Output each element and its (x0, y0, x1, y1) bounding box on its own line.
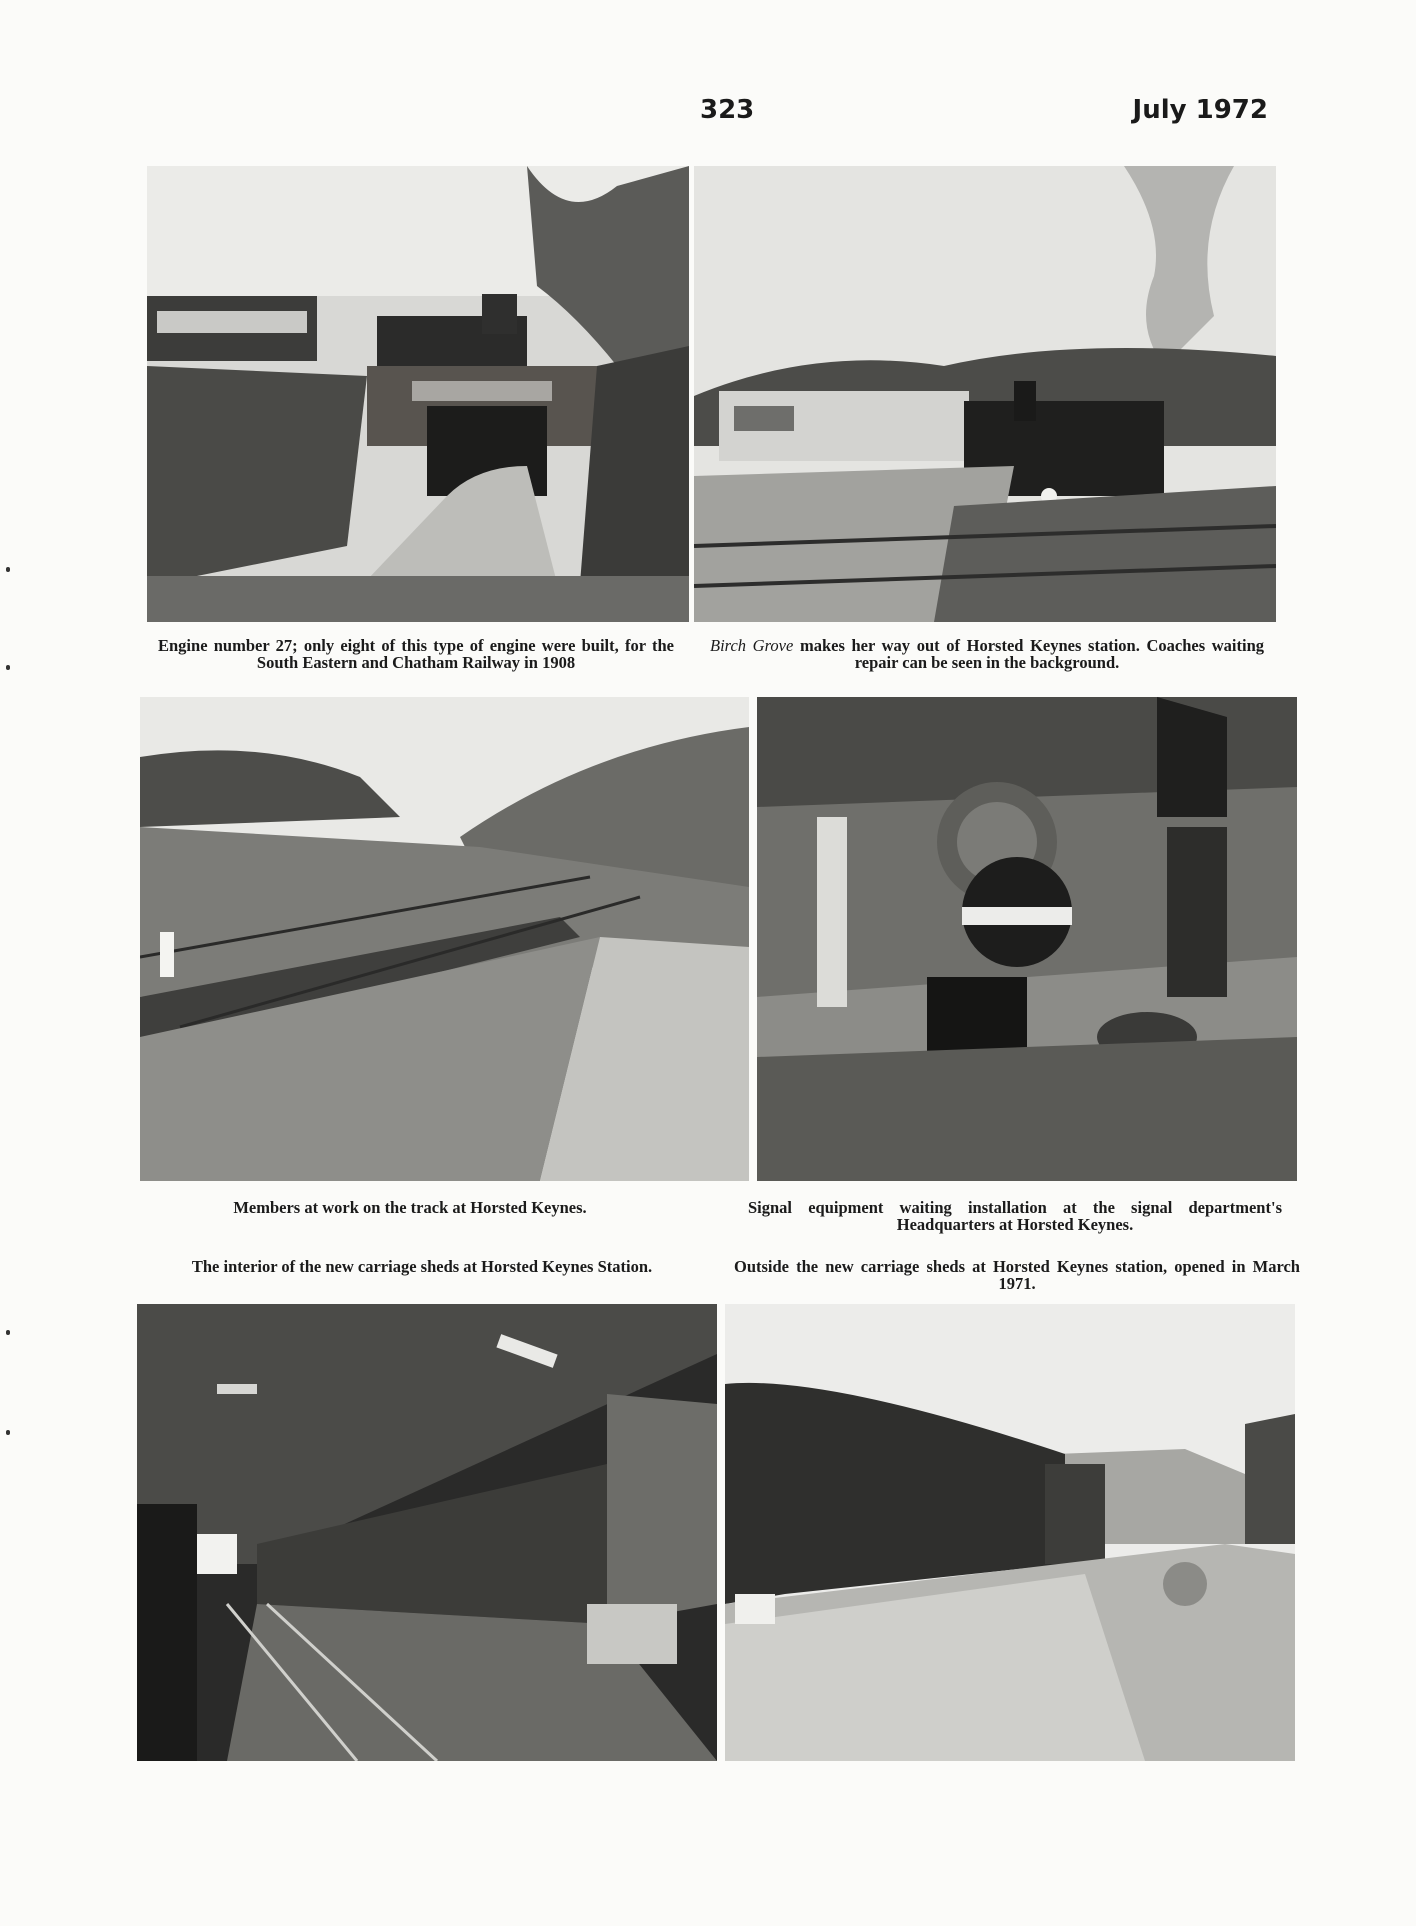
issue-date: July 1972 (1132, 95, 1268, 125)
caption-track-work: Members at work on the track at Horsted Keynes. (233, 1198, 587, 1217)
margin-mark (6, 567, 10, 572)
photo-shed-interior (137, 1304, 717, 1761)
caption-shed-outside: Outside the new carriage sheds at Horsted Keynes station, opened in March 1971. (734, 1257, 1300, 1293)
photo-engine-27 (147, 166, 689, 622)
caption-signal-equipment: Signal equipment waiting installation at the signal department's Headquarters at Horsted Keynes. (748, 1198, 1282, 1234)
photo-shed-outside (725, 1304, 1295, 1761)
photo-track-work (140, 697, 749, 1181)
photo-birch-grove (694, 166, 1276, 622)
margin-mark (6, 665, 10, 670)
margin-mark (6, 1430, 10, 1435)
margin-mark (6, 1330, 10, 1335)
caption-engine-27: Engine number 27; only eight of this type of engine were built, for the South Eastern and Chatham Railway in 1908 (158, 636, 674, 672)
caption-birch-grove-title: Birch Grove (710, 636, 794, 655)
photo-signal-equipment (757, 697, 1297, 1181)
caption-birch-grove (710, 637, 1264, 671)
page-number: 323 (700, 95, 755, 125)
caption-birch-grove-text: makes her way out of Horsted Keynes station. Coaches waiting repair can be seen in the background. (793, 636, 1265, 672)
caption-shed-interior: The interior of the new carriage sheds at Horsted Keynes Station. (191, 1257, 653, 1276)
